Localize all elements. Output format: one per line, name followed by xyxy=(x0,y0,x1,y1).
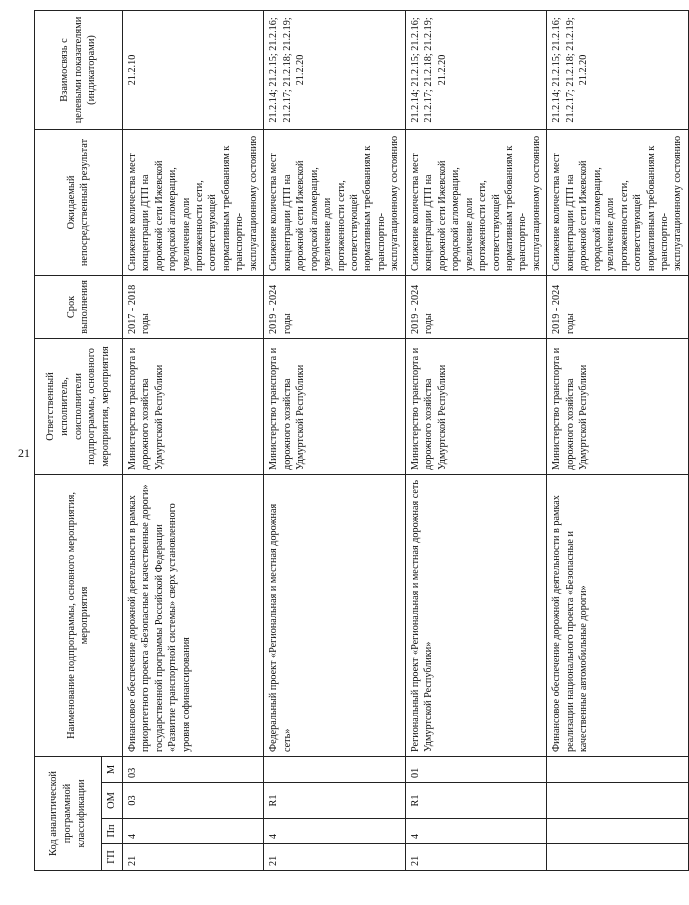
cell-name: Финансовое обеспечение дорожной деятельности в рамках приоритетного проекта «Безопасные и качественные дороги» государственной программы Российской Федерации «Развитие транспортной системы» сверх установленного уровня софинансирования xyxy=(122,474,264,756)
table-row xyxy=(405,10,547,870)
header-executor: Ответственный исполнитель, соисполнители подпрограммы, основного мероприятия, мероприятия xyxy=(35,338,123,474)
rotated-page xyxy=(34,11,684,871)
header-gp: ГП xyxy=(102,844,123,871)
cell-m: 01 xyxy=(405,756,547,782)
cell-m: 03 xyxy=(122,756,264,782)
cell-executor: Министерство транспорта и дорожного хозяйства Удмуртской Республики xyxy=(547,338,689,474)
cell-executor: Министерство транспорта и дорожного хозяйства Удмуртской Республики xyxy=(405,338,547,474)
header-m: М xyxy=(102,756,123,782)
header-result: Ожидаемый непосредственный результат xyxy=(35,129,123,275)
cell-pp: 4 xyxy=(122,819,264,844)
table-row xyxy=(264,10,406,870)
cell-result: Снижение количества мест концентрации ДТП на дорожной сети Ижевской городской агломерации, увеличение доли протяженности сети, соответствующей нормативным требованиям к транспортно-эксплуатационному состоянию xyxy=(264,129,406,275)
cell-om: R1 xyxy=(264,783,406,819)
cell-term: 2019 - 2024 годы xyxy=(547,275,689,338)
cell-om xyxy=(547,783,689,819)
cell-gp xyxy=(547,844,689,871)
cell-gp: 21 xyxy=(405,844,547,871)
cell-om: 03 xyxy=(122,783,264,819)
cell-result: Снижение количества мест концентрации ДТП на дорожной сети Ижевской городской агломерации, увеличение доли протяженности сети, соответствующей нормативным требованиям к транспортно-эксплуатационному состоянию xyxy=(547,129,689,275)
header-term: Срок выполнения xyxy=(35,275,123,338)
header-om: ОМ xyxy=(102,783,123,819)
cell-link: 21.2.14; 21.2.15; 21.2.16; 21.2.17; 21.2.18; 21.2.19; 21.2.20 xyxy=(264,10,406,129)
cell-m xyxy=(547,756,689,782)
cell-result: Снижение количества мест концентрации ДТП на дорожной сети Ижевской городской агломерации, увеличение доли протяженности сети, соответствующей нормативным требованиям к транспортно-эксплуатационному состоянию xyxy=(405,129,547,275)
cell-m xyxy=(264,756,406,782)
cell-link: 21.2.10 xyxy=(122,10,264,129)
cell-pp: 4 xyxy=(264,819,406,844)
cell-executor: Министерство транспорта и дорожного хозяйства Удмуртской Республики xyxy=(122,338,264,474)
cell-term: 2019 - 2024 годы xyxy=(264,275,406,338)
header-link: Взаимосвязь с целевыми показателями (индикаторами) xyxy=(35,10,123,129)
cell-name: Федеральный проект «Региональная и местная дорожная сеть» xyxy=(264,474,406,756)
cell-name: Региональный проект «Региональная и местная дорожная сеть Удмуртской Республики» xyxy=(405,474,547,756)
cell-link: 21.2.14; 21.2.15; 21.2.16; 21.2.17; 21.2.18; 21.2.19; 21.2.20 xyxy=(547,10,689,129)
measures-table xyxy=(34,10,689,871)
header-code-group: Код аналитической программной классификации xyxy=(35,756,102,870)
cell-gp: 21 xyxy=(264,844,406,871)
cell-link: 21.2.14; 21.2.15; 21.2.16; 21.2.17; 21.2.18; 21.2.19; 21.2.20 xyxy=(405,10,547,129)
cell-executor: Министерство транспорта и дорожного хозяйства Удмуртской Республики xyxy=(264,338,406,474)
header-name: Наименование подпрограммы, основного мероприятия, мероприятия xyxy=(35,474,123,756)
table-row xyxy=(547,10,689,870)
cell-pp xyxy=(547,819,689,844)
table-row xyxy=(122,10,264,870)
cell-om: R1 xyxy=(405,783,547,819)
page-number: 21 xyxy=(18,446,30,460)
cell-pp: 4 xyxy=(405,819,547,844)
cell-result: Снижение количества мест концентрации ДТП на дорожной сети Ижевской городской агломерации, увеличение доли протяженности сети, соответствующей нормативным требованиям к транспортно-эксплуатационному состоянию xyxy=(122,129,264,275)
cell-term: 2019 - 2024 годы xyxy=(405,275,547,338)
cell-gp: 21 xyxy=(122,844,264,871)
cell-term: 2017 - 2018 годы xyxy=(122,275,264,338)
header-pp: Пп xyxy=(102,819,123,844)
header-row-1 xyxy=(35,10,102,870)
cell-name: Финансовое обеспечение дорожной деятельности в рамках реализации национального проекта «Безопасные и качественные автомобильные дороги» xyxy=(547,474,689,756)
